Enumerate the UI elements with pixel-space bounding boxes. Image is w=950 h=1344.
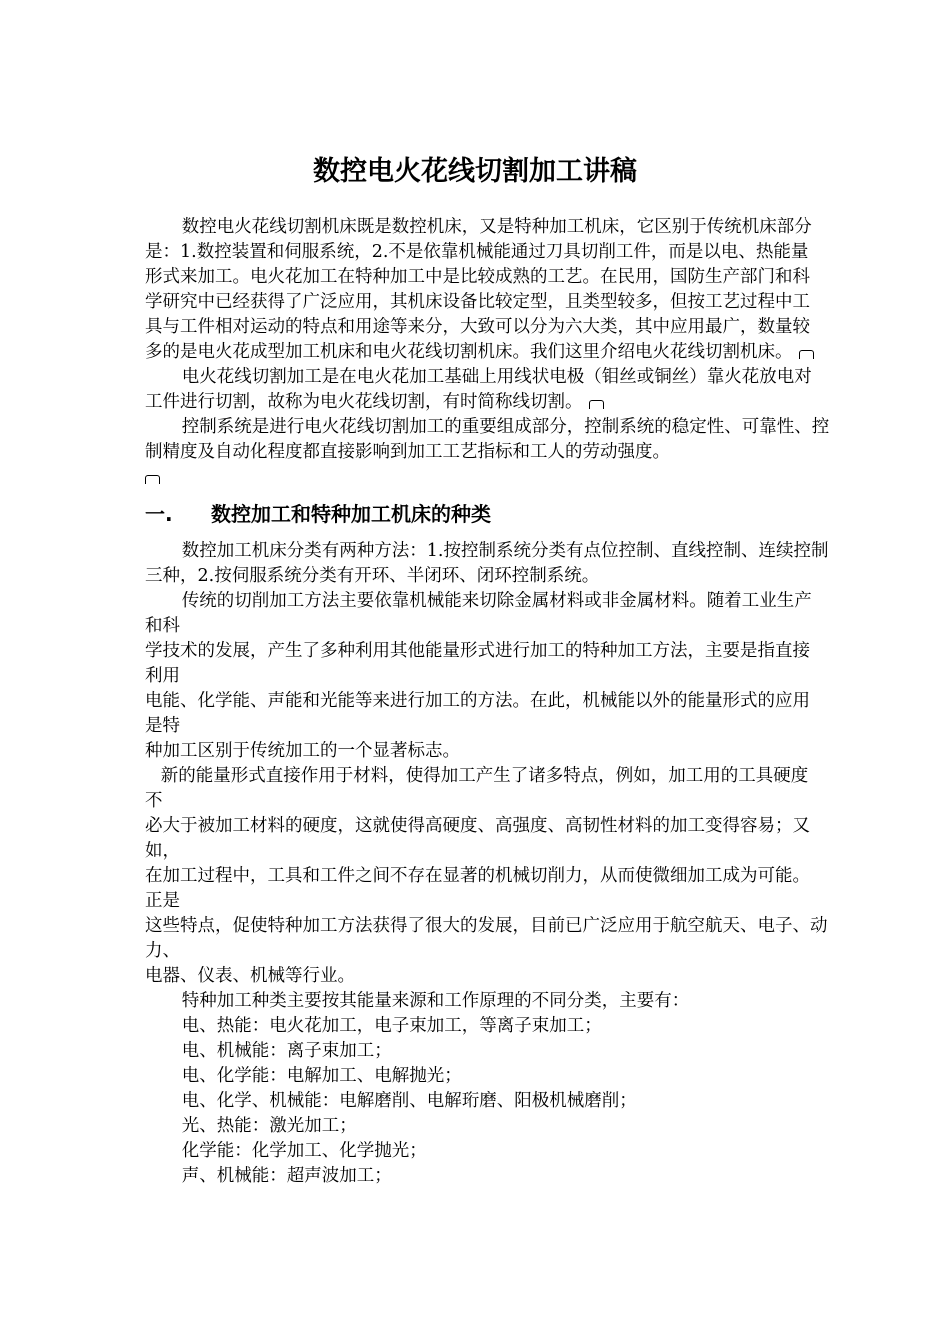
intro-paragraph-3-text: 控制系统是进行电火花线切割加工的重要组成部分，控制系统的稳定性、可靠性、控制精度及自动化程度都直接影响到加工工艺指标和工人的劳动强度。 bbox=[145, 417, 830, 462]
classification-item: 电、化学、机械能：电解磨削、电解珩磨、阳极机械磨削； bbox=[181, 1091, 637, 1111]
section-paragraph-1: 数控加工机床分类有两种方法：1.按控制系统分类有点位控制、直线控制、连续控制三种，2.按伺服系统分类有开环、半闭环、闭环控制系统。 bbox=[145, 541, 829, 586]
body-line: 种加工区别于传统加工的一个显著标志。 bbox=[145, 741, 460, 761]
intro-paragraph-1-text: 数控电火花线切割机床既是数控机床，又是特种加工机床，它区别于传统机床部分是：1.数控装置和伺服系统，2.不是依靠机械能通过刀具切削工件，而是以电、热能量形式来加工。电火花加工在特种加工中是比较成熟的工艺。在民用，国防生产部门和科学研究中已经获得了广泛应用，其机床设备比较定型，且类型较多，但按工艺过程中工具与工件相对运动的特点和用途等来分，大致可以分为六大类，其中应用最广，数量较多的是电火花成型加工机床和电火花线切割机床。我们这里介绍电火花线切割机床。 bbox=[145, 217, 812, 362]
body-line: 电能、化学能、声能和光能等来进行加工的方法。在此，机械能以外的能量形式的应用是特 bbox=[145, 691, 810, 736]
classification-item: 光、热能：激光加工； bbox=[181, 1116, 357, 1136]
classification-intro: 特种加工种类主要按其能量来源和工作原理的不同分类，主要有： bbox=[181, 991, 690, 1011]
classification-item: 化学能：化学加工、化学抛光； bbox=[181, 1141, 427, 1161]
document-body bbox=[145, 215, 830, 1189]
document-title: 数控电火花线切割加工讲稿 bbox=[313, 156, 637, 187]
body-line: 电器、仪表、机械等行业。 bbox=[145, 966, 355, 986]
classification-item: 电、机械能：离子束加工； bbox=[181, 1041, 392, 1061]
paragraph-mark-row bbox=[145, 465, 825, 493]
classification-item: 电、化学能：电解加工、电解抛光； bbox=[181, 1066, 462, 1086]
paragraph-mark-icon bbox=[799, 350, 814, 359]
body-line: 在加工过程中，工具和工件之间不存在显著的机械切削力，从而使微细加工成为可能。正是 bbox=[145, 866, 810, 911]
body-line: 新的能量形式直接作用于材料，使得加工产生了诸多特点，例如，加工用的工具硬度不 bbox=[145, 766, 809, 811]
intro-paragraph-2-text: 电火花线切割加工是在电火花加工基础上用线状电极（钼丝或铜丝）靠火花放电对工件进行切割，故称为电火花线切割，有时简称线切割。 bbox=[145, 367, 812, 412]
section-heading bbox=[145, 499, 825, 529]
intro-paragraph-3 bbox=[145, 415, 835, 465]
intro-paragraph-2 bbox=[145, 365, 825, 415]
body-line: 传统的切削加工方法主要依靠机械能来切除金属材料或非金属材料。随着工业生产和科 bbox=[145, 591, 812, 636]
classification-item: 声、机械能：超声波加工； bbox=[181, 1166, 392, 1186]
body-line: 学技术的发展，产生了多种利用其他能量形式进行加工的特种加工方法，主要是指直接利用 bbox=[145, 641, 810, 686]
section-number: 一. bbox=[145, 502, 173, 526]
body-line: 必大于被加工材料的硬度，这就使得高硬度、高强度、高韧性材料的加工变得容易；又如， bbox=[145, 816, 810, 861]
classification-item: 电、热能：电火花加工，电子束加工，等离子束加工； bbox=[181, 1016, 602, 1036]
paragraph-mark-icon bbox=[145, 475, 160, 484]
intro-paragraph-1 bbox=[145, 215, 825, 365]
section-title: 数控加工和特种加工机床的种类 bbox=[211, 502, 491, 526]
body-line: 这些特点，促使特种加工方法获得了很大的发展，目前已广泛应用于航空航天、电子、动力、 bbox=[145, 916, 828, 961]
paragraph-mark-icon bbox=[589, 400, 604, 409]
